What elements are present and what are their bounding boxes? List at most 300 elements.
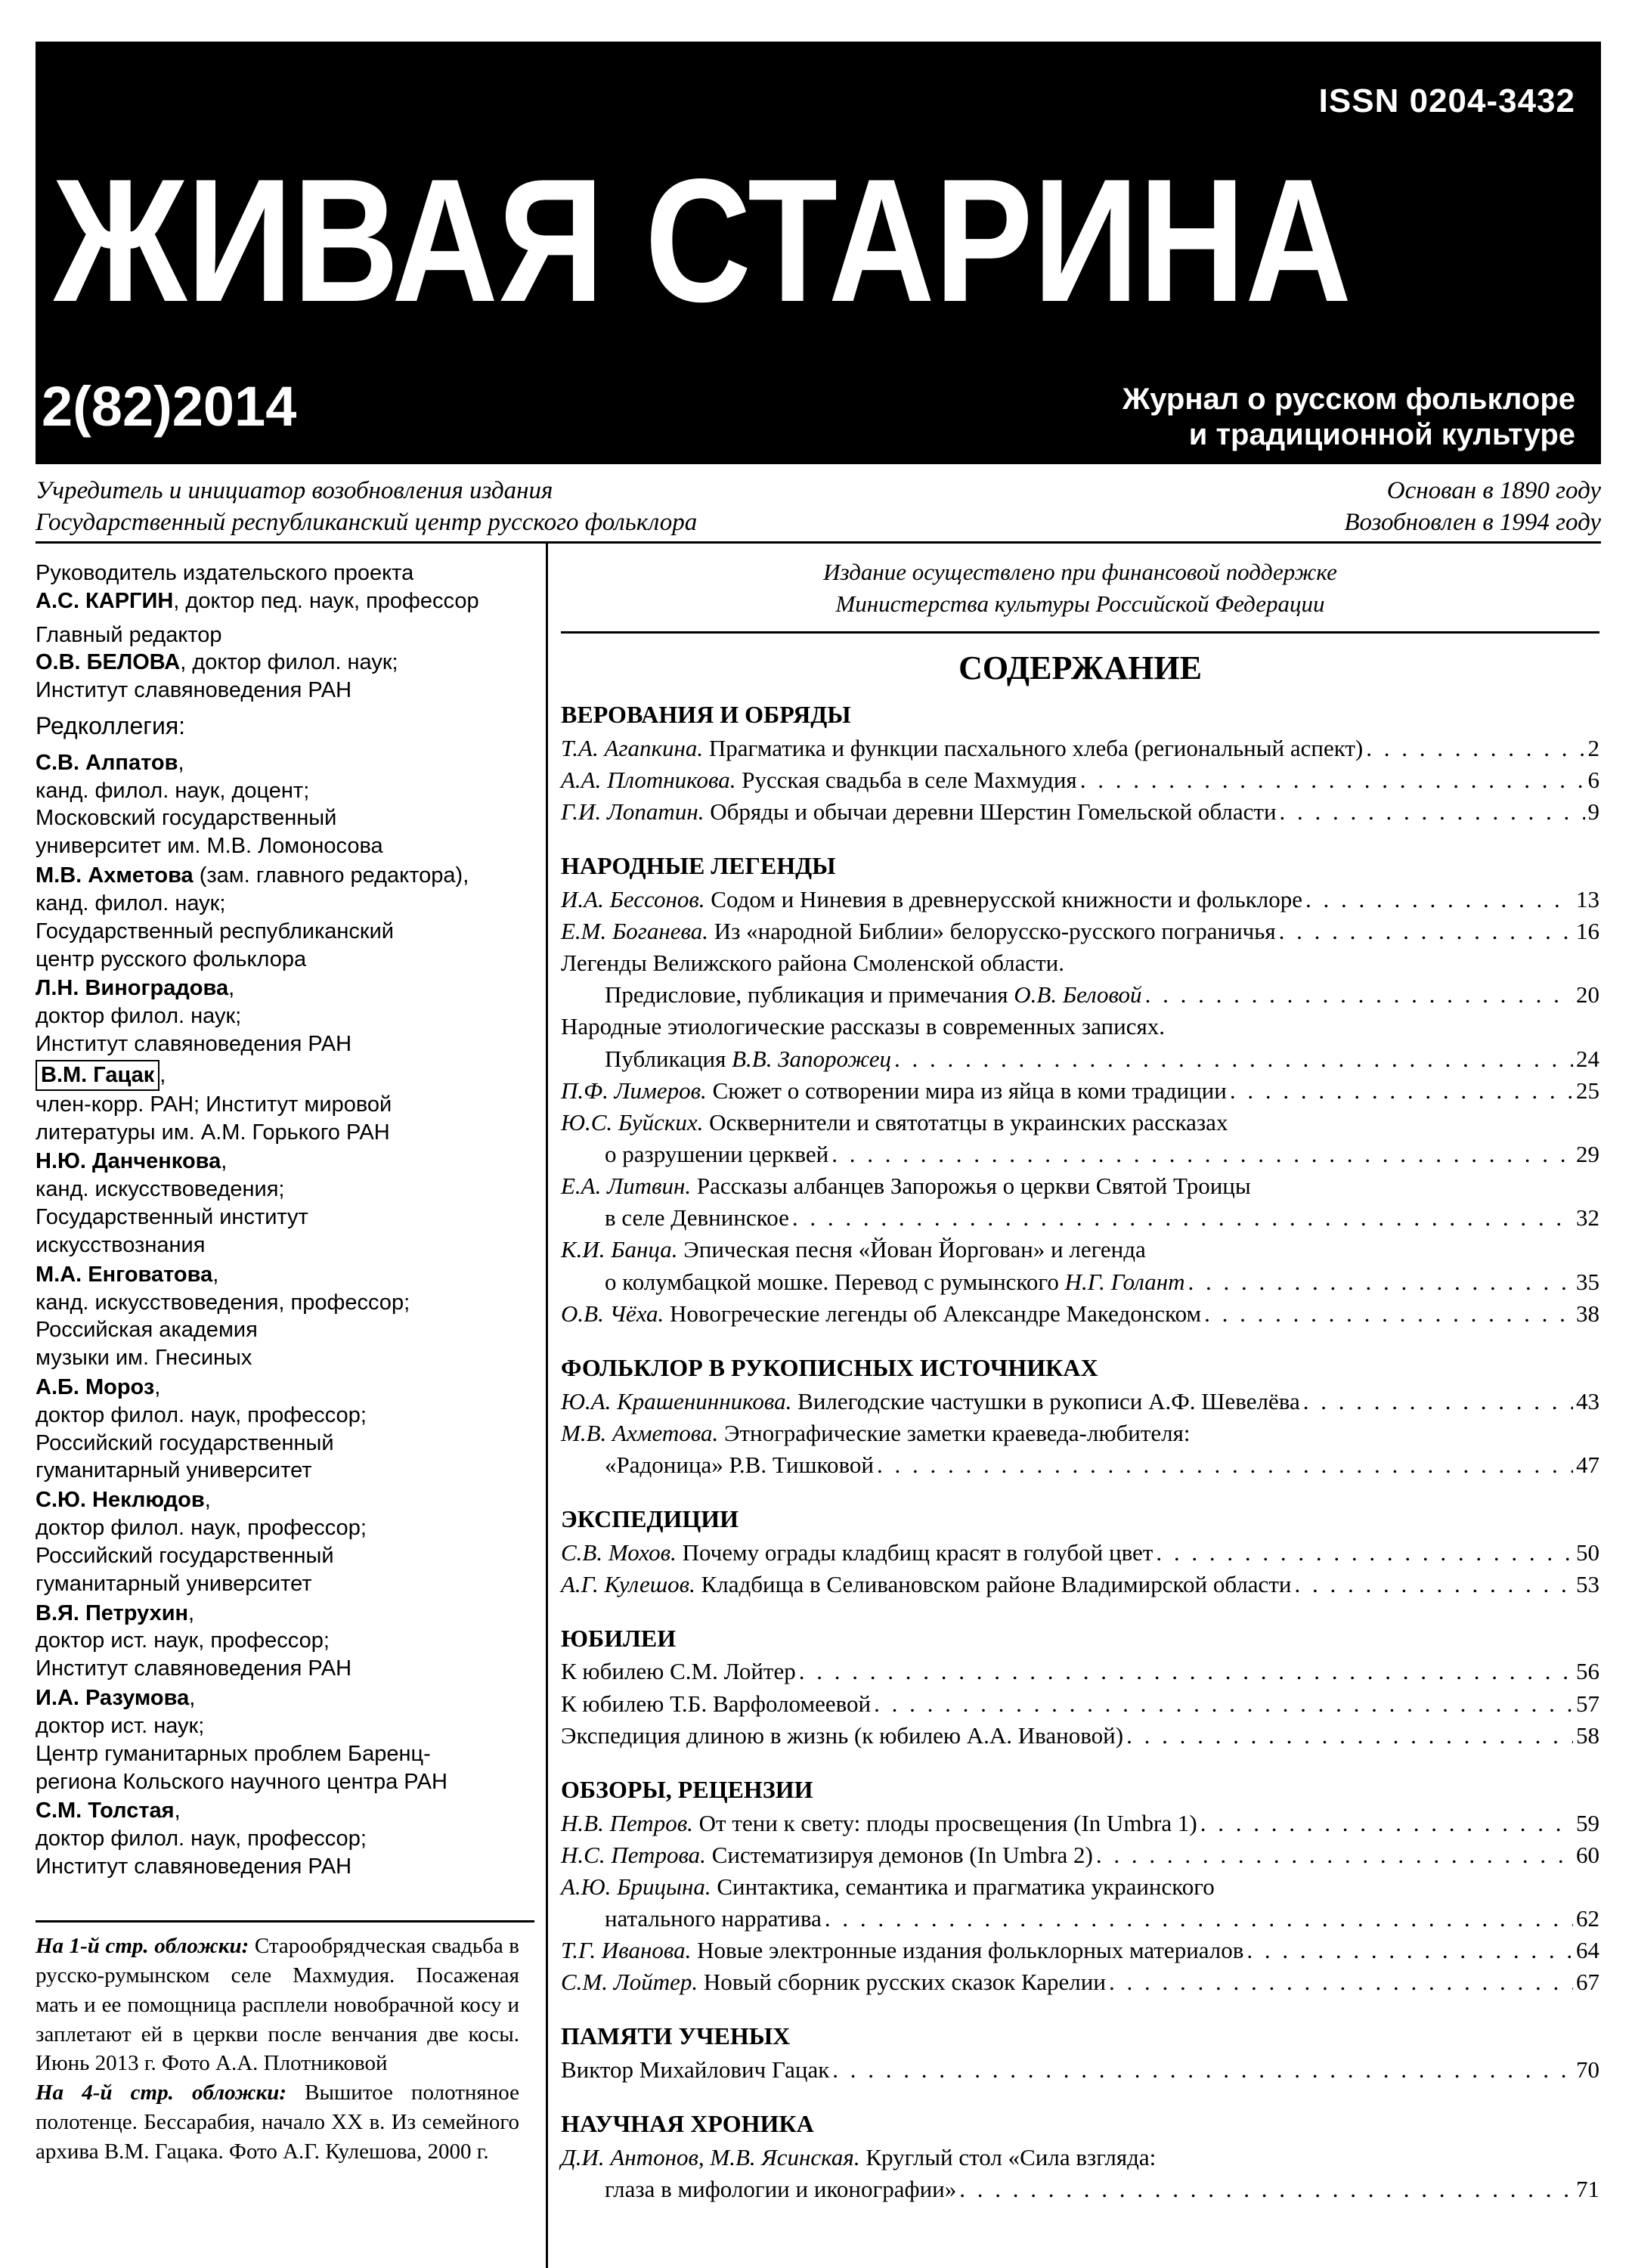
toc-page-number: 13 — [1576, 885, 1599, 912]
board-member-affiliation: Институт славяноведения РАН — [36, 1854, 352, 1879]
board-member-affiliation: Институт славяноведения РАН — [36, 1656, 352, 1681]
board-member-heading — [36, 1797, 527, 1825]
board-member-affiliation: искусствознания — [36, 1232, 206, 1257]
toc-page-number: 62 — [1576, 1905, 1599, 1932]
toc-leader-dots — [1305, 884, 1573, 916]
chief-editor — [36, 621, 527, 705]
toc-entry-text — [561, 1537, 1153, 1569]
toc-entry-title: Новые электронные издания фольклорных материалов — [691, 1937, 1244, 1964]
toc-entry — [561, 884, 1599, 916]
toc-leader-dots — [1230, 1075, 1573, 1107]
toc-entry-author: Д.И. Антонов, М.В. Ясинская. — [561, 2143, 860, 2170]
toc-page-number: 25 — [1576, 1077, 1599, 1104]
board-member-affiliation: Государственный институт — [36, 1205, 308, 1230]
toc-page-number: 59 — [1576, 1809, 1599, 1836]
board-member-heading — [36, 1600, 527, 1628]
toc-entry-title: Из «народной Библии» белорусско-русского пограничья — [708, 917, 1276, 944]
toc-entry-contributor: В.В. Запорожец — [732, 1045, 891, 1072]
board-member — [36, 1684, 527, 1796]
toc-entry — [561, 1449, 1599, 1481]
toc-section-title: ВЕРОВАНИЯ И ОБРЯДЫ — [561, 701, 851, 729]
toc-entry-title: Сюжет о сотворении мира из яйца в коми традиции — [706, 1077, 1227, 1104]
toc-entry-first-line — [561, 1871, 1599, 1903]
toc-section — [561, 1504, 1599, 1600]
toc-page-number: 56 — [1576, 1658, 1599, 1685]
toc-entry — [561, 1935, 1599, 1966]
toc-entry-contributor: О.В. Беловой — [1014, 981, 1142, 1009]
toc-entry-author: Н.С. Петрова. — [561, 1841, 706, 1868]
toc-entry — [561, 1903, 1599, 1935]
toc-entry-text — [561, 884, 1302, 916]
toc-entry-author: С.В. Мохов. — [561, 1538, 677, 1566]
toc-entry — [561, 1537, 1599, 1569]
front-cover-label: На 1-й стр. обложки: — [36, 1934, 249, 1958]
front-cover-text: Старообрядческая свадьба в русско-румынском селе Махмудия. Посаженая мать и ее помощница расплели новобрачной косу и заплетают ей в церкви после венчания две косы. Июнь 2013 г. Фото А.А. Плотниковой — [36, 1934, 519, 2076]
board-member-affiliation: канд. искусствоведения; — [36, 1177, 285, 1202]
toc-entry-text — [561, 733, 1363, 764]
toc-entry-text — [561, 1935, 1243, 1966]
board-member-role: , — [188, 1600, 195, 1625]
toc-page-number: 43 — [1576, 1387, 1599, 1414]
toc-section — [561, 2108, 1599, 2205]
chief-editor-label: Главный редактор — [36, 622, 222, 647]
toc-page-number: 16 — [1576, 917, 1599, 944]
divider — [561, 631, 1599, 634]
board-member-affiliation: Московский государственный — [36, 806, 337, 831]
toc-section-title: ЮБИЛЕИ — [561, 1624, 677, 1652]
board-member-role: , — [154, 1374, 161, 1399]
board-member-role: , — [189, 1686, 196, 1711]
board-member-role: , — [212, 1262, 219, 1287]
toc-entry-title: в селе Девнинское — [605, 1204, 789, 1232]
board-member-role: , — [178, 750, 184, 775]
toc-entry-contributor: Н.Г. Голант — [1064, 1268, 1185, 1295]
toc-entry-text — [561, 1808, 1197, 1839]
toc-entry-author: Н.В. Петров. — [561, 1809, 693, 1836]
chief-editor-org: Институт славяноведения РАН — [36, 678, 352, 703]
board-member-name: Л.Н. Виноградова — [36, 976, 229, 1001]
board-member — [36, 1374, 527, 1485]
toc-entry — [561, 1266, 1599, 1298]
toc-entry-author: М.В. Ахметова. — [561, 1419, 719, 1446]
toc-entry-title: Обряды и обычаи деревни Шерстин Гомельской области — [704, 798, 1277, 825]
toc-page-number: 67 — [1576, 1969, 1599, 1996]
toc-entry-title: Почему ограды кладбищ красят в голубой цвет — [676, 1538, 1153, 1566]
toc-page-number: 6 — [1587, 766, 1599, 793]
toc-entry-text — [605, 1139, 828, 1170]
founder-line: Государственный республиканский центр русского фольклора — [36, 509, 698, 537]
toc-leader-dots — [1145, 979, 1573, 1011]
toc-leader-dots — [1303, 1386, 1573, 1418]
toc-entry — [561, 1386, 1599, 1418]
board-member-affiliation: литературы им. А.М. Горького РАН — [36, 1120, 390, 1145]
board-member-heading — [36, 1486, 527, 1514]
toc-entry-author: Ю.С. Буйских. — [561, 1108, 704, 1136]
toc-entry-author: А.А. Плотникова. — [561, 766, 736, 793]
toc-page-number: 71 — [1576, 2175, 1599, 2202]
issn: ISSN 0204-3432 — [1318, 82, 1575, 119]
toc-entry-title: Синтактика, семантика и прагматика украинского — [711, 1873, 1215, 1900]
back-cover-label: На 4-й стр. обложки: — [36, 2081, 286, 2105]
board-member-affiliation: доктор филол. наук, профессор; — [36, 1402, 367, 1427]
project-head-label: Руководитель издательского проекта — [36, 561, 414, 585]
toc-entry — [561, 1075, 1599, 1107]
toc-section — [561, 850, 1599, 1330]
toc-page-number: 64 — [1576, 1937, 1599, 1964]
toc-entry-title: От тени к свету: плоды просвещения (In Umbra 1) — [692, 1809, 1197, 1836]
toc-entry-title: Вилегодские частушки в рукописи А.Ф. Шевелёва — [791, 1387, 1300, 1414]
board-member-affiliation: канд. искусствоведения, профессор; — [36, 1290, 410, 1315]
toc-entry-author: Т.А. Агапкина. — [561, 734, 704, 761]
toc-entry-text — [561, 764, 1077, 796]
board-member-role: (зам. главного редактора), — [193, 863, 469, 888]
board-member-affiliation: доктор ист. наук; — [36, 1713, 205, 1738]
toc-leader-dots — [1200, 1808, 1573, 1839]
toc-entry — [561, 733, 1599, 764]
board-member-name: М.А. Енговатова — [36, 1262, 213, 1287]
toc-leader-dots — [1126, 1720, 1573, 1752]
board-member-name: А.Б. Мороз — [36, 1374, 155, 1399]
subtitle-line: Журнал о русском фольклоре — [1123, 383, 1575, 416]
board-member-affiliation: доктор филол. наук, профессор; — [36, 1826, 367, 1851]
table-of-contents — [561, 699, 1599, 2205]
toc-entry-text — [605, 1043, 891, 1075]
board-member-affiliation: музыки им. Гнесиных — [36, 1346, 252, 1371]
toc-entry-title: глаза в мифологии и иконографии» — [605, 2175, 957, 2202]
renewed-date: Возобновлен в 1994 году — [1344, 509, 1601, 537]
toc-entry-first-line — [561, 1011, 1599, 1043]
toc-entry-text — [561, 1075, 1227, 1107]
toc-entry-text — [561, 1386, 1300, 1418]
toc-page-number: 29 — [1576, 1140, 1599, 1167]
board-member-role: , — [204, 1488, 211, 1513]
toc-entry — [561, 1139, 1599, 1170]
toc-entry-text — [605, 1266, 1185, 1298]
toc-leader-dots — [874, 1688, 1573, 1720]
masthead — [36, 42, 1601, 464]
contents-column — [561, 556, 1599, 2205]
board-member-affiliation: доктор ист. наук, профессор; — [36, 1628, 330, 1653]
board-list — [36, 749, 527, 1881]
toc-entry-text — [605, 1903, 822, 1935]
toc-entry-text — [561, 1569, 1291, 1600]
board-member-name: В.М. Гацак — [36, 1060, 159, 1091]
toc-entry-text — [561, 1839, 1093, 1871]
toc-entry-author: П.Ф. Лимеров. — [561, 1077, 707, 1104]
toc-entry-title: Рассказы албанцев Запорожья о церкви Святой Троицы — [691, 1173, 1251, 1200]
board-member-heading — [36, 749, 527, 777]
board-member — [36, 974, 527, 1058]
board-member-affiliation: гуманитарный университет — [36, 1571, 312, 1596]
toc-entry — [561, 1043, 1599, 1075]
toc-entry-title: Новый сборник русских сказок Карелии — [698, 1969, 1106, 1996]
toc-section-title: НАУЧНАЯ ХРОНИКА — [561, 2110, 814, 2138]
toc-page-number: 50 — [1576, 1538, 1599, 1566]
toc-entry-first-line — [561, 2142, 1599, 2174]
toc-leader-dots — [959, 2174, 1573, 2205]
board-member-affiliation: гуманитарный университет — [36, 1458, 312, 1483]
board-member-heading — [36, 974, 527, 1002]
board-member — [36, 1148, 527, 1259]
toc-entry-text — [605, 1449, 874, 1481]
project-head — [36, 559, 527, 615]
toc-leader-dots — [1096, 1839, 1573, 1871]
board-member-affiliation: Институт славяноведения РАН — [36, 1032, 352, 1057]
toc-entry-title: «Радоница» Р.В. Тишковой — [605, 1451, 874, 1478]
toc-page-number: 60 — [1576, 1841, 1599, 1868]
toc-page-number: 9 — [1587, 798, 1599, 825]
toc-section — [561, 699, 1599, 828]
toc-leader-dots — [1080, 764, 1585, 796]
board-member-affiliation: Государственный республиканский — [36, 919, 394, 943]
toc-entry-title: Публикация — [605, 1045, 732, 1072]
toc-page-number: 38 — [1576, 1300, 1599, 1327]
toc-entry-title: Осквернители и святотатцы в украинских рассказах — [703, 1108, 1228, 1136]
founded-date: Основан в 1890 году — [1386, 477, 1601, 504]
toc-entry-author: С.М. Лойтер. — [561, 1969, 698, 1996]
toc-leader-dots — [1280, 796, 1585, 828]
back-cover-text: Вышитое полотняное полотенце. Бессарабия, начало XX в. Из семейного архива В.М. Гацака. Фото А.Г. Кулешова, 2000 г. — [36, 2081, 520, 2164]
toc-page-number: 47 — [1576, 1451, 1599, 1478]
toc-section-title: ФОЛЬКЛОР В РУКОПИСНЫХ ИСТОЧНИКАХ — [561, 1353, 1098, 1381]
toc-entry — [561, 979, 1599, 1011]
toc-entry-title: К юбилею С.М. Лойтер — [561, 1658, 796, 1685]
founder-info — [36, 475, 697, 538]
board-member-affiliation: канд. филол. наук; — [36, 891, 226, 916]
board-member-name: В.Я. Петрухин — [36, 1600, 189, 1625]
toc-leader-dots — [825, 1903, 1573, 1935]
board-member-name: Н.Ю. Данченкова — [36, 1149, 221, 1174]
board-member-name: С.М. Толстая — [36, 1799, 175, 1823]
toc-entry — [561, 1720, 1599, 1752]
board-member-heading — [36, 862, 527, 890]
toc-entry — [561, 2174, 1599, 2205]
toc-page-number: 35 — [1576, 1268, 1599, 1295]
board-member-name: М.В. Ахметова — [36, 863, 194, 888]
toc-entry-title: о колумбацкой мошке. Перевод с румынского — [605, 1268, 1065, 1295]
toc-entry-text — [605, 979, 1142, 1011]
board-member-heading — [36, 1148, 527, 1176]
toc-entry-title: Экспедиция длиною в жизнь (к юбилею А.А. Ивановой) — [561, 1721, 1124, 1749]
toc-entry — [561, 1569, 1599, 1600]
toc-leader-dots — [1188, 1266, 1574, 1298]
board-member — [36, 1261, 527, 1372]
board-member-heading — [36, 1684, 527, 1712]
issue-number: 2(82)2014 — [42, 375, 297, 438]
toc-page-number: 70 — [1576, 2056, 1599, 2084]
toc-entry-title: Прагматика и функции пасхального хлеба (региональный аспект) — [703, 734, 1364, 761]
journal-subtitle — [1123, 382, 1575, 453]
toc-title: СОДЕРЖАНИЕ — [958, 649, 1202, 687]
editorial-board — [36, 559, 527, 1882]
toc-entry-title: Этнографические заметки краеведа-любителя: — [718, 1419, 1191, 1446]
toc-leader-dots — [831, 1139, 1573, 1170]
board-member-affiliation: Российский государственный — [36, 1543, 334, 1568]
toc-section-title: ОБЗОРЫ, РЕЦЕНЗИИ — [561, 1775, 813, 1803]
toc-entry-title: Народные этиологические рассказы в современных записях. — [561, 1013, 1165, 1040]
toc-leader-dots — [894, 1043, 1573, 1075]
toc-entry-author: А.Г. Кулешов. — [561, 1570, 695, 1597]
toc-entry-author: А.Ю. Брицына. — [561, 1873, 711, 1900]
toc-entry-author: Е.А. Литвин. — [561, 1173, 692, 1200]
board-member — [36, 1486, 527, 1597]
toc-entry — [561, 1202, 1599, 1234]
board-member-affiliation: центр русского фольклора — [36, 947, 307, 971]
toc-section-title: ПАМЯТИ УЧЕНЫХ — [561, 2022, 791, 2050]
toc-entry-author: К.И. Банца. — [561, 1236, 678, 1263]
board-member — [36, 1060, 527, 1146]
board-member — [36, 1600, 527, 1683]
board-member-name: С.В. Алпатов — [36, 750, 178, 775]
toc-entry — [561, 1688, 1599, 1720]
divider — [36, 541, 1601, 544]
toc-page-number: 53 — [1576, 1570, 1599, 1597]
toc-page-number: 57 — [1576, 1690, 1599, 1717]
toc-entry-title: Предисловие, публикация и примечания — [605, 981, 1014, 1009]
toc-section — [561, 2021, 1599, 2086]
toc-entry-text — [561, 1688, 871, 1720]
project-head-name: А.С. КАРГИН — [36, 588, 174, 613]
toc-entry-text — [561, 1656, 796, 1687]
toc-entry-title: Эпическая песня «Йован Йоргован» и легенда — [677, 1236, 1146, 1263]
board-member — [36, 1797, 527, 1880]
toc-entry — [561, 1808, 1599, 1839]
board-member-affiliation: доктор филол. наук; — [36, 1004, 242, 1029]
divider — [36, 1920, 534, 1923]
toc-entry — [561, 1656, 1599, 1687]
board-member-name: С.Ю. Неклюдов — [36, 1488, 205, 1513]
toc-entry-first-line — [561, 1170, 1599, 1202]
toc-leader-dots — [1294, 1569, 1573, 1600]
toc-section — [561, 1623, 1599, 1752]
subtitle-line: и традиционной культуре — [1188, 418, 1575, 452]
toc-entry-text — [561, 1720, 1123, 1752]
board-member — [36, 749, 527, 860]
funding-line: Издание осуществлено при финансовой поддержке — [823, 559, 1337, 585]
toc-leader-dots — [1204, 1298, 1573, 1330]
back-cover-note — [36, 2078, 519, 2167]
front-cover-note — [36, 1932, 519, 2078]
toc-entry-text — [561, 2054, 829, 2086]
toc-entry-first-line — [561, 947, 1599, 979]
toc-entry-title: Русская свадьба в селе Махмудия — [735, 766, 1077, 793]
toc-entry-author: Г.И. Лопатин. — [561, 798, 704, 825]
toc-entry — [561, 1839, 1599, 1871]
toc-entry-first-line — [561, 1418, 1599, 1449]
toc-entry — [561, 2054, 1599, 2086]
cover-notes — [36, 1932, 519, 2167]
toc-entry-title: Виктор Михайлович Гацак — [561, 2056, 830, 2084]
toc-page-number: 2 — [1587, 734, 1599, 761]
toc-entry-author: О.В. Чёха. — [561, 1300, 664, 1327]
toc-entry-title: Легенды Велижского района Смоленской области. — [561, 950, 1064, 977]
toc-page-number: 24 — [1576, 1045, 1599, 1072]
column-divider — [546, 541, 548, 2268]
board-member-role: , — [174, 1799, 181, 1823]
toc-entry-author: И.А. Бессонов. — [561, 885, 705, 912]
toc-section — [561, 1352, 1599, 1481]
board-member-heading — [36, 1374, 527, 1402]
funding-note — [561, 556, 1599, 619]
toc-entry-text — [561, 1298, 1201, 1330]
toc-entry-author: Ю.А. Крашенинникова. — [561, 1387, 792, 1414]
journal-title: ЖИВАЯ СТАРИНА — [54, 143, 1352, 339]
toc-entry-title: Кладбища в Селивановском районе Владимирской области — [695, 1570, 1292, 1597]
toc-entry — [561, 764, 1599, 796]
toc-entry-author: Т.Г. Иванова. — [561, 1937, 692, 1964]
toc-section-title: ЭКСПЕДИЦИИ — [561, 1504, 739, 1532]
board-member-affiliation: университет им. М.В. Ломоносова — [36, 834, 383, 859]
toc-leader-dots — [1279, 916, 1573, 947]
toc-leader-dots — [799, 1656, 1573, 1687]
toc-leader-dots — [1109, 1966, 1573, 1998]
board-member-affiliation: Российский государственный — [36, 1430, 334, 1455]
toc-entry-title: Систематизируя демонов (In Umbra 2) — [705, 1841, 1093, 1868]
toc-leader-dots — [1156, 1537, 1573, 1569]
funding-line: Министерства культуры Российской Федерации — [835, 590, 1325, 617]
board-member-affiliation: член-корр. РАН; Институт мировой — [36, 1092, 392, 1117]
board-member-affiliation: доктор филол. наук, профессор; — [36, 1516, 367, 1541]
toc-entry-text — [561, 796, 1277, 828]
toc-entry-first-line — [561, 1234, 1599, 1266]
toc-entry-text — [605, 1202, 789, 1234]
board-member — [36, 862, 527, 973]
toc-entry-text — [605, 2174, 956, 2205]
toc-leader-dots — [877, 1449, 1573, 1481]
toc-entry-author: Е.М. Боганева. — [561, 917, 709, 944]
founder-line: Учредитель и инициатор возобновления издания — [36, 477, 553, 504]
toc-entry-title: Новогреческие легенды об Александре Македонском — [664, 1300, 1202, 1327]
toc-entry — [561, 1966, 1599, 1998]
board-member-role: , — [221, 1149, 228, 1174]
toc-entry-text — [561, 916, 1276, 947]
project-head-info: , доктор пед. наук, профессор — [173, 588, 479, 613]
toc-entry-title: Содом и Ниневия в древнерусской книжности и фольклоре — [704, 885, 1302, 912]
toc-entry-title: о разрушении церквей — [605, 1140, 829, 1167]
toc-entry — [561, 916, 1599, 947]
toc-entry-title: Круглый стол «Сила взгляда: — [859, 2143, 1157, 2170]
toc-entry — [561, 796, 1599, 828]
board-member-heading — [36, 1261, 527, 1289]
chief-editor-name: О.В. БЕЛОВА — [36, 650, 181, 675]
toc-entry-first-line — [561, 1107, 1599, 1139]
toc-entry-text — [561, 1966, 1106, 1998]
board-title: Редколлегия: — [36, 712, 186, 740]
toc-leader-dots — [1366, 733, 1584, 764]
board-member-name: И.А. Разумова — [36, 1686, 190, 1711]
board-member-affiliation: канд. филол. наук, доцент; — [36, 778, 310, 803]
toc-page-number: 58 — [1576, 1721, 1599, 1749]
board-member-role: , — [159, 1062, 166, 1087]
toc-leader-dots — [832, 2054, 1573, 2086]
founding-dates — [1344, 475, 1601, 538]
board-member-affiliation: Центр гуманитарных проблем Баренц- — [36, 1741, 431, 1766]
toc-section-title: НАРОДНЫЕ ЛЕГЕНДЫ — [561, 852, 836, 880]
toc-section — [561, 1774, 1599, 1999]
chief-editor-info: , доктор филол. наук; — [180, 650, 398, 675]
toc-entry-title: натального нарратива — [605, 1905, 822, 1932]
toc-page-number: 32 — [1576, 1204, 1599, 1232]
board-member-heading — [36, 1060, 527, 1091]
board-member-affiliation: Российская академия — [36, 1318, 258, 1343]
toc-page-number: 20 — [1576, 981, 1599, 1009]
board-member-role: , — [228, 976, 235, 1001]
toc-leader-dots — [792, 1202, 1573, 1234]
toc-leader-dots — [1246, 1935, 1573, 1966]
toc-entry-title: К юбилею Т.Б. Варфоломеевой — [561, 1690, 872, 1717]
board-member-affiliation: региона Кольского научного центра РАН — [36, 1769, 447, 1794]
toc-entry — [561, 1298, 1599, 1330]
